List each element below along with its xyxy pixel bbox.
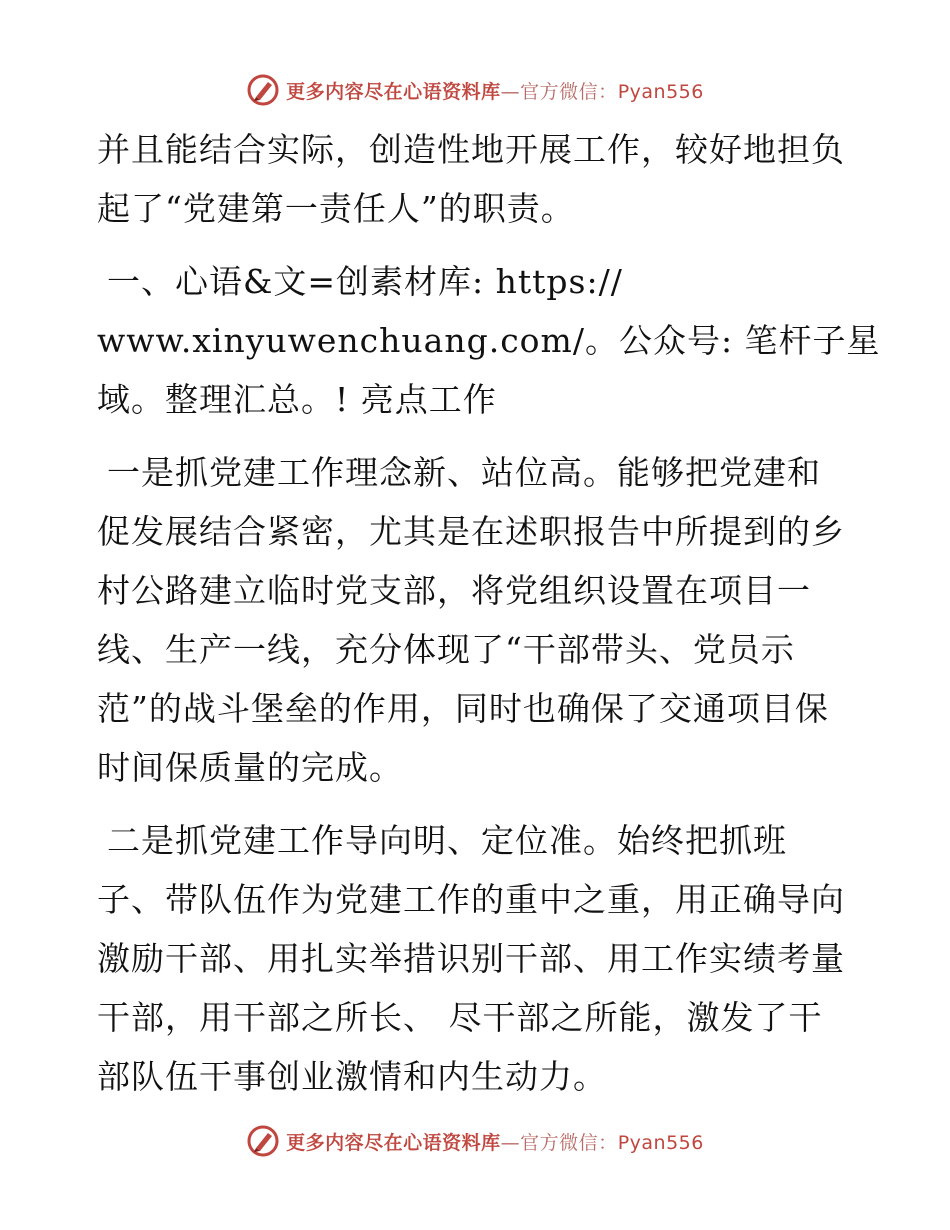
paragraph-3 [97,443,857,797]
text-line: 子、带队伍作为党建工作的重中之重，用正确导向 [97,880,845,919]
document-body [97,120,881,1120]
text-line: 二是抓党建工作导向明、定位准。始终把抓班 [107,821,787,860]
text-line: 并且能结合实际，创造性地开展工作，较好地担负 [97,130,845,169]
watermark-text [286,1128,704,1155]
text-line: 部队伍干事创业激情和内生动力。 [97,1057,607,1096]
text-line: 干部，用干部之所长、 尽干部之所能，激发了干 [97,998,823,1037]
text-line: www.xinyuwenchuang.com/。公众号: 笔杆子星 [97,321,881,360]
watermark-wechat-label: 官方微信： [520,80,618,103]
pen-logo-icon [246,73,280,107]
text-line: 促发展结合紧密，尤其是在述职报告中所提到的乡 [97,512,845,551]
text-line: 范”的战斗堡垒的作用，同时也确保了交通项目保 [97,689,829,728]
header-watermark [0,70,950,110]
paragraph-2 [97,252,881,429]
watermark-text [286,77,704,104]
text-line: 激励干部、用扎实举措识别干部、用工作实绩考量 [97,939,845,978]
text-line: 时间保质量的完成。 [97,748,403,787]
paragraph-1 [97,120,857,238]
text-line: 一、心语&文=创素材库: https:// [107,262,623,301]
text-line: 村公路建立临时党支部，将党组织设置在项目一 [97,571,811,610]
watermark-separator: — [500,80,521,103]
watermark-site: 更多内容尽在心语资料库 [286,1131,501,1154]
text-line: 起了“党建第一责任人”的职责。 [97,189,575,228]
watermark-separator: — [500,1131,521,1154]
text-line: 线、生产一线，充分体现了“干部带头、党员示 [97,630,795,669]
watermark-wechat-id: Pyan556 [617,1131,704,1154]
watermark-site: 更多内容尽在心语资料库 [286,80,501,103]
watermark-wechat-label: 官方微信： [520,1131,618,1154]
watermark-wechat-id: Pyan556 [617,80,704,103]
text-line: 域。整理汇总。! 亮点工作 [97,380,497,419]
footer-watermark [0,1121,950,1161]
text-line: 一是抓党建工作理念新、站位高。能够把党建和 [107,453,821,492]
paragraph-4 [97,811,857,1106]
pen-logo-icon [246,1124,280,1158]
